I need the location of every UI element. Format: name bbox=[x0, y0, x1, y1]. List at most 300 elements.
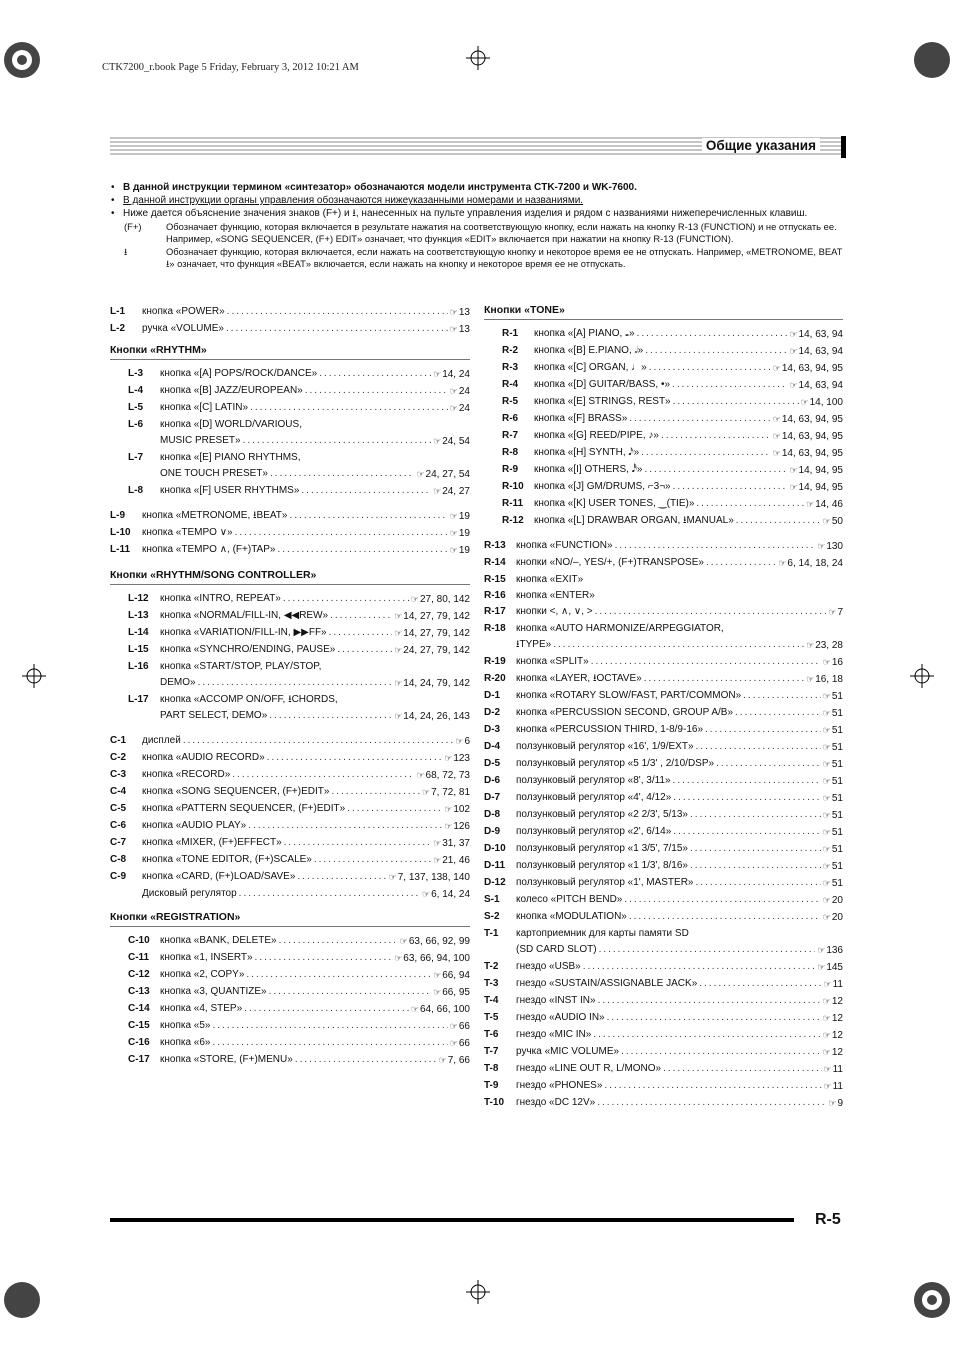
entry-page-ref: ☞ 24, 54 bbox=[433, 433, 470, 450]
leader-dots bbox=[595, 604, 827, 621]
leader-dots bbox=[644, 671, 804, 688]
index-entry bbox=[484, 1095, 843, 1112]
entry-code: R-16 bbox=[484, 590, 506, 601]
registration-mark-bottom-right bbox=[912, 1280, 952, 1320]
index-entry bbox=[110, 483, 470, 500]
entry-code: C-10 bbox=[128, 935, 150, 946]
leader-dots bbox=[661, 428, 771, 445]
entry-label: ползунковый регулятор «16', 1/9/EXT» bbox=[516, 741, 694, 752]
print-slug: CTK7200_r.book Page 5 Friday, February 3, 2012 10:21 AM bbox=[102, 62, 359, 73]
entry-page-ref: ☞ 14, 24, 26, 143 bbox=[394, 708, 470, 725]
entry-page-ref: ☞ 12 bbox=[823, 993, 843, 1010]
entry-label: кнопка «TEMPO ∨» bbox=[142, 527, 233, 538]
entry-page-ref: ☞ 145 bbox=[817, 959, 843, 976]
index-entry bbox=[484, 411, 843, 428]
section-heading-registration: Кнопки «REGISTRATION» bbox=[110, 911, 470, 927]
index-entry bbox=[484, 926, 843, 959]
entry-page-ref: ☞ 63, 66, 92, 99 bbox=[400, 933, 470, 950]
index-entry bbox=[484, 538, 843, 555]
leader-dots bbox=[330, 608, 392, 625]
entry-label: ползунковый регулятор «1 3/5', 7/15» bbox=[516, 843, 688, 854]
entry-page-ref: ☞ 19 bbox=[450, 542, 470, 559]
leader-dots bbox=[735, 705, 821, 722]
index-entry bbox=[484, 343, 843, 360]
leader-dots bbox=[663, 1061, 821, 1078]
entry-code: L-9 bbox=[110, 510, 125, 521]
left-column bbox=[110, 304, 470, 1069]
entry-page-ref: ☞ 14, 63, 94, 95 bbox=[773, 411, 843, 428]
entry-label: кнопка «4, STEP» bbox=[160, 1003, 243, 1014]
index-entry bbox=[484, 1044, 843, 1061]
entry-label: гнездо «DC 12V» bbox=[516, 1097, 596, 1108]
entry-page-ref: ☞ 51 bbox=[823, 773, 843, 790]
entry-code: T-1 bbox=[484, 928, 499, 939]
entry-code: L-3 bbox=[128, 368, 143, 379]
entry-page-ref: ☞ 11 bbox=[824, 1078, 843, 1095]
entry-page-ref: ☞ 24 bbox=[450, 400, 470, 417]
entry-page-ref: ☞ 11 bbox=[824, 976, 843, 993]
entry-page-ref: ☞ 20 bbox=[823, 909, 843, 926]
entry-page-ref: ☞ 51 bbox=[823, 705, 843, 722]
entry-label: кнопка «TEMPO ∧, (F+)TAP» bbox=[142, 544, 276, 555]
entry-label: кнопка «[E] STRINGS, REST» bbox=[534, 396, 671, 407]
index-entry bbox=[110, 767, 470, 784]
index-entry bbox=[110, 852, 470, 869]
entry-label: кнопка «AUDIO RECORD» bbox=[142, 752, 265, 763]
index-entry bbox=[110, 591, 470, 608]
entry-label: кнопка «3, QUANTIZE» bbox=[160, 986, 267, 997]
leader-dots bbox=[267, 750, 443, 767]
leader-dots bbox=[672, 377, 787, 394]
entry-code: R-5 bbox=[502, 396, 519, 407]
entry-page-ref: ☞ 14, 24 bbox=[433, 366, 470, 383]
leader-dots bbox=[649, 360, 771, 377]
entry-code: T-3 bbox=[484, 978, 499, 989]
entry-label-cont: ⭳TYPE» bbox=[516, 639, 552, 650]
leader-dots bbox=[198, 675, 393, 692]
entry-code: C-12 bbox=[128, 969, 150, 980]
registration-mark-top-right bbox=[912, 40, 952, 80]
entry-code: D-8 bbox=[484, 809, 501, 820]
entry-page-ref: ☞ 6, 14, 18, 24 bbox=[778, 555, 843, 572]
leader-dots bbox=[696, 496, 804, 513]
entry-code: S-1 bbox=[484, 894, 500, 905]
entry-label: ползунковый регулятор «2 2/3', 5/13» bbox=[516, 809, 688, 820]
index-entry bbox=[484, 875, 843, 892]
entry-label: кнопка «[J] GM/DRUMS, ⌐3¬» bbox=[534, 481, 671, 492]
leader-dots bbox=[637, 326, 788, 343]
entry-code: D-2 bbox=[484, 707, 501, 718]
entry-code: D-9 bbox=[484, 826, 501, 837]
entry-page-ref: ☞ 9 bbox=[828, 1095, 843, 1112]
entry-page-ref: ☞ 12 bbox=[823, 1027, 843, 1044]
index-entry bbox=[110, 801, 470, 818]
entry-page-ref: ☞ 66 bbox=[450, 1018, 470, 1035]
entry-label: гнездо «AUDIO IN» bbox=[516, 1012, 605, 1023]
entry-code: L-14 bbox=[128, 627, 149, 638]
leader-dots bbox=[347, 801, 442, 818]
entry-label: ручка «VOLUME» bbox=[142, 323, 224, 334]
index-entry bbox=[110, 869, 470, 886]
entry-code: L-10 bbox=[110, 527, 131, 538]
leader-dots bbox=[597, 1095, 826, 1112]
entry-code: C-16 bbox=[128, 1037, 150, 1048]
entry-code: L-1 bbox=[110, 306, 125, 317]
entry-code: T-6 bbox=[484, 1029, 499, 1040]
index-entry bbox=[484, 360, 843, 377]
leader-dots bbox=[319, 366, 431, 383]
entry-page-ref: ☞ 14, 63, 94 bbox=[789, 377, 843, 394]
leader-dots bbox=[284, 835, 431, 852]
entry-label: гнездо «MIC IN» bbox=[516, 1029, 592, 1040]
entry-label: кнопка «[C] LATIN» bbox=[160, 402, 249, 413]
entry-code: C-11 bbox=[128, 952, 150, 963]
index-entry bbox=[484, 993, 843, 1010]
leader-dots bbox=[615, 538, 816, 555]
entry-code: D-1 bbox=[484, 690, 501, 701]
leader-dots bbox=[213, 1018, 448, 1035]
entry-code: R-20 bbox=[484, 673, 506, 684]
entry-label: кнопка «[B] E.PIANO, 𝅗𝅥» bbox=[534, 345, 644, 356]
index-entry bbox=[110, 835, 470, 852]
leader-dots bbox=[699, 976, 821, 993]
entry-code: R-10 bbox=[502, 481, 524, 492]
index-entry bbox=[110, 1052, 470, 1069]
index-entry bbox=[484, 496, 843, 513]
entry-code: R-14 bbox=[484, 557, 506, 568]
index-entry bbox=[484, 756, 843, 773]
entry-code: R-13 bbox=[484, 540, 506, 551]
leader-dots bbox=[246, 967, 431, 984]
entry-page-ref: ☞ 66 bbox=[450, 1035, 470, 1052]
index-entry bbox=[484, 428, 843, 445]
leader-dots bbox=[690, 858, 821, 875]
index-entry bbox=[484, 909, 843, 926]
leader-dots bbox=[239, 886, 420, 903]
entry-code: T-10 bbox=[484, 1097, 505, 1108]
entry-code: L-4 bbox=[128, 385, 143, 396]
index-entry bbox=[484, 739, 843, 756]
entry-label: кнопка «CARD, (F+)LOAD/SAVE» bbox=[142, 871, 296, 882]
entry-page-ref: ☞ 123 bbox=[444, 750, 470, 767]
leader-dots bbox=[329, 625, 393, 642]
leader-dots bbox=[553, 637, 804, 654]
entry-label: кнопка «STORE, (F+)MENU» bbox=[160, 1054, 293, 1065]
leader-dots bbox=[593, 1027, 821, 1044]
section-heading-controller: Кнопки «RHYTHM/SONG CONTROLLER» bbox=[110, 569, 470, 585]
leader-dots bbox=[269, 708, 392, 725]
index-entry bbox=[110, 608, 470, 625]
entry-label: кнопка «[D] GUITAR/BASS, •» bbox=[534, 379, 671, 390]
entry-label: кнопка «[E] PIANO RHYTHMS, bbox=[160, 452, 301, 463]
index-entry bbox=[110, 733, 470, 750]
entry-label-cont: (SD CARD SLOT) bbox=[516, 944, 597, 955]
entry-page-ref: ☞ 19 bbox=[450, 508, 470, 525]
leader-dots bbox=[624, 892, 820, 909]
entry-label: кнопка «[A] PIANO, 𝅝» bbox=[534, 328, 635, 339]
entry-label-cont: DEMO» bbox=[160, 677, 196, 688]
entry-code: C-9 bbox=[110, 871, 127, 882]
entry-page-ref: ☞ 12 bbox=[823, 1044, 843, 1061]
entry-label-cont: MUSIC PRESET» bbox=[160, 435, 241, 446]
entry-label: кнопки «NO/–, YES/+, (F+)TRANSPOSE» bbox=[516, 557, 704, 568]
index-entry bbox=[484, 1010, 843, 1027]
leader-dots bbox=[621, 1044, 821, 1061]
leader-dots bbox=[583, 959, 815, 976]
leader-dots bbox=[673, 773, 821, 790]
index-entry bbox=[484, 773, 843, 790]
entry-page-ref: ☞ 51 bbox=[823, 739, 843, 756]
entry-label-cont: PART SELECT, DEMO» bbox=[160, 710, 268, 721]
index-entry bbox=[110, 625, 470, 642]
entry-label: гнездо «SUSTAIN/ASSIGNABLE JACK» bbox=[516, 978, 698, 989]
index-entry bbox=[110, 304, 470, 321]
entry-code: L-17 bbox=[128, 694, 149, 705]
entry-page-ref: ☞ 130 bbox=[817, 538, 843, 555]
entry-page-ref: ☞ 14, 63, 94, 95 bbox=[773, 360, 843, 377]
entry-code: R-2 bbox=[502, 345, 519, 356]
entry-page-ref: ☞ 21, 46 bbox=[433, 852, 470, 869]
entry-page-ref: ☞ 20 bbox=[823, 892, 843, 909]
entry-code: D-4 bbox=[484, 741, 501, 752]
index-entry bbox=[110, 642, 470, 659]
entry-code: L-12 bbox=[128, 593, 149, 604]
entry-label: кнопка «FUNCTION» bbox=[516, 540, 613, 551]
entry-page-ref: ☞ 24 bbox=[450, 383, 470, 400]
entry-code: R-6 bbox=[502, 413, 519, 424]
index-entry bbox=[110, 784, 470, 801]
entry-page-ref: ☞ 7 bbox=[828, 604, 843, 621]
entry-label: ползунковый регулятор «2', 6/14» bbox=[516, 826, 672, 837]
leader-dots bbox=[607, 1010, 821, 1027]
entry-page-ref: ☞ 13 bbox=[450, 304, 470, 321]
footer-rule bbox=[110, 1218, 794, 1222]
entry-label: кнопка «MIXER, (F+)EFFECT» bbox=[142, 837, 282, 848]
entry-label: кнопка «[I] OTHERS, 𝅘𝅥𝅰» bbox=[534, 464, 643, 475]
entry-page-ref: ☞ 68, 72, 73 bbox=[416, 767, 470, 784]
index-entry bbox=[484, 722, 843, 739]
entry-code: C-8 bbox=[110, 854, 127, 865]
index-entry bbox=[484, 377, 843, 394]
leader-dots bbox=[706, 555, 776, 572]
entry-code: R-17 bbox=[484, 606, 506, 617]
entry-page-ref: ☞ 14, 27, 79, 142 bbox=[394, 625, 470, 642]
index-entry bbox=[484, 513, 843, 530]
entry-page-ref: ☞ 66, 95 bbox=[433, 984, 470, 1001]
leader-dots bbox=[331, 784, 420, 801]
entry-page-ref: ☞ 24, 27, 54 bbox=[416, 466, 470, 483]
index-entry bbox=[484, 445, 843, 462]
entry-code: C-2 bbox=[110, 752, 127, 763]
index-entry bbox=[484, 621, 843, 654]
index-entry bbox=[484, 572, 843, 588]
entry-page-ref: ☞ 16 bbox=[823, 654, 843, 671]
definition-function: (F+) Обозначает функцию, которая включается в результате нажатия на соответствующую кнопку, если нажать на кнопку R-13 (FUNCTION) и не отпускать ее. Например, «SONG SEQUENCER, (F+) EDIT» означает, что функция «EDIT» включается при нажатии на кнопку R-13 (FUNCTION). bbox=[110, 221, 845, 245]
leader-dots bbox=[690, 807, 821, 824]
entry-page-ref: ☞ 136 bbox=[817, 942, 843, 959]
leader-dots bbox=[736, 513, 821, 530]
leader-dots bbox=[716, 756, 821, 773]
entry-code: R-7 bbox=[502, 430, 519, 441]
leader-dots bbox=[244, 1001, 409, 1018]
entry-label: кнопка «LAYER, ⭳OCTAVE» bbox=[516, 673, 642, 684]
index-entry bbox=[110, 984, 470, 1001]
entry-page-ref: ☞ 31, 37 bbox=[433, 835, 470, 852]
entry-code: T-2 bbox=[484, 961, 499, 972]
entry-page-ref: ☞ 6, 14, 24 bbox=[422, 886, 470, 903]
entry-code: C-6 bbox=[110, 820, 127, 831]
leader-dots bbox=[673, 479, 788, 496]
function-symbol: (F+) bbox=[124, 221, 142, 232]
index-entry bbox=[110, 1001, 470, 1018]
leader-dots bbox=[337, 642, 392, 659]
leader-dots bbox=[270, 466, 414, 483]
index-entry bbox=[484, 790, 843, 807]
entry-label: кнопка «NORMAL/FILL-IN, ◀◀REW» bbox=[160, 610, 329, 621]
entry-page-ref: ☞ 12 bbox=[823, 1010, 843, 1027]
entry-label: ползунковый регулятор «8', 3/11» bbox=[516, 775, 671, 786]
hold-icon: ⭳ bbox=[124, 246, 128, 257]
leader-dots bbox=[690, 841, 821, 858]
entry-label: кнопка «[G] REED/PIPE, ♪» bbox=[534, 430, 659, 441]
entry-page-ref: ☞ 14, 27, 79, 142 bbox=[394, 608, 470, 625]
index-entry bbox=[110, 383, 470, 400]
entry-code: L-2 bbox=[110, 323, 125, 334]
entry-page-ref: ☞ 51 bbox=[823, 824, 843, 841]
entry-label: ползунковый регулятор «5 1/3' , 2/10/DSP» bbox=[516, 758, 715, 769]
right-column bbox=[484, 304, 843, 1112]
leader-dots bbox=[283, 591, 409, 608]
index-entry bbox=[110, 1035, 470, 1052]
leader-dots bbox=[269, 984, 432, 1001]
entry-label: кнопка «PERCUSSION THIRD, 1-8/9-16» bbox=[516, 724, 704, 735]
intro-bullet: • В данной инструкции термином «синтезатор» обозначаются модели инструмента CTK-7200 и WK-7600. bbox=[110, 181, 845, 194]
entry-label: кнопка «MODULATION» bbox=[516, 911, 627, 922]
intro-bullet: • Ниже дается объяснение значения знаков (F+) и ⭳, нанесенных на пульте управления изделия и рядом с названиями нижеперечисленных клавиш. bbox=[110, 207, 845, 220]
crosshair-mark-left bbox=[22, 664, 46, 688]
entry-label: гнездо «INST IN» bbox=[516, 995, 596, 1006]
entry-page-ref: ☞ 14, 63, 94 bbox=[789, 326, 843, 343]
entry-label: кнопка «[K] USER TONES, ‿(TIE)» bbox=[534, 498, 695, 509]
index-entry bbox=[110, 508, 470, 525]
entry-page-ref: ☞ 14, 63, 94 bbox=[789, 343, 843, 360]
entry-page-ref: ☞ 50 bbox=[823, 513, 843, 530]
index-entry bbox=[110, 750, 470, 767]
entry-page-ref: ☞ 14, 94, 95 bbox=[789, 462, 843, 479]
index-entry bbox=[484, 588, 843, 604]
leader-dots bbox=[591, 654, 821, 671]
entry-page-ref: ☞ 51 bbox=[823, 756, 843, 773]
entry-label: гнездо «USB» bbox=[516, 961, 581, 972]
index-entry bbox=[484, 841, 843, 858]
entry-code: R-11 bbox=[502, 498, 524, 509]
leader-dots bbox=[604, 1078, 821, 1095]
entry-code: L-8 bbox=[128, 485, 143, 496]
index-entry bbox=[484, 394, 843, 411]
leader-dots bbox=[301, 483, 431, 500]
entry-label: кнопка «[F] BRASS» bbox=[534, 413, 628, 424]
crosshair-mark-bottom bbox=[466, 1280, 490, 1304]
entry-code: T-5 bbox=[484, 1012, 499, 1023]
index-entry bbox=[110, 366, 470, 383]
entry-page-ref: ☞ 102 bbox=[444, 801, 470, 818]
leader-dots bbox=[629, 909, 821, 926]
leader-dots bbox=[295, 1052, 437, 1069]
entry-page-ref: ☞ 7, 72, 81 bbox=[422, 784, 470, 801]
leader-dots bbox=[226, 321, 448, 338]
entry-page-ref: ☞ 14, 24, 79, 142 bbox=[394, 675, 470, 692]
section-heading-rhythm: Кнопки «RHYTHM» bbox=[110, 344, 470, 360]
definition-hold: ⭳ Обозначает функцию, которая включается, если нажать на соответствующую кнопку и некоторое время ее не отпускать. Например, «METRONOME, BEAT ⭳» означает, что функция «BEAT» включается, если нажать на кнопку и некоторое время ее не отпускать. bbox=[110, 246, 845, 270]
index-entry bbox=[110, 525, 470, 542]
index-entry bbox=[484, 858, 843, 875]
leader-dots bbox=[297, 869, 386, 886]
index-entry bbox=[484, 688, 843, 705]
entry-page-ref: ☞ 66, 94 bbox=[433, 967, 470, 984]
entry-page-ref: ☞ 19 bbox=[450, 525, 470, 542]
entry-code: C-5 bbox=[110, 803, 127, 814]
leader-dots bbox=[250, 400, 448, 417]
entry-label: кнопка «RECORD» bbox=[142, 769, 231, 780]
index-entry bbox=[110, 321, 470, 338]
entry-label: ползунковый регулятор «4', 4/12» bbox=[516, 792, 672, 803]
entry-label: кнопка «ROTARY SLOW/FAST, PART/COMMON» bbox=[516, 690, 742, 701]
entry-code: R-15 bbox=[484, 574, 506, 585]
entry-code: D-7 bbox=[484, 792, 501, 803]
leader-dots bbox=[248, 818, 442, 835]
index-entry bbox=[484, 1078, 843, 1095]
entry-label: кнопка «[L] DRAWBAR ORGAN, ⭳MANUAL» bbox=[534, 515, 734, 526]
entry-code: D-10 bbox=[484, 843, 506, 854]
entry-label: кнопка «VARIATION/FILL-IN, ▶▶FF» bbox=[160, 627, 327, 638]
entry-code: T-9 bbox=[484, 1080, 499, 1091]
crosshair-mark-top bbox=[466, 46, 490, 70]
entry-code: R-19 bbox=[484, 656, 506, 667]
entry-label: кнопка «SPLIT» bbox=[516, 656, 589, 667]
entry-label: гнездо «PHONES» bbox=[516, 1080, 603, 1091]
entry-code: L-15 bbox=[128, 644, 149, 655]
entry-label: кнопка «2, COPY» bbox=[160, 969, 245, 980]
entry-label: кнопка «POWER» bbox=[142, 306, 225, 317]
index-entry bbox=[110, 450, 470, 483]
entry-page-ref: ☞ 14, 63, 94, 95 bbox=[773, 445, 843, 462]
entry-code: C-1 bbox=[110, 735, 127, 746]
index-entry bbox=[110, 967, 470, 984]
leader-dots bbox=[235, 525, 448, 542]
entry-code: R-3 bbox=[502, 362, 519, 373]
entry-label: кнопка «[D] WORLD/VARIOUS, bbox=[160, 419, 302, 430]
leader-dots bbox=[696, 739, 821, 756]
entry-page-ref: ☞ 16, 18 bbox=[806, 671, 843, 688]
entry-label: кнопка «[C] ORGAN, ♩» bbox=[534, 362, 647, 373]
entry-code: D-3 bbox=[484, 724, 501, 735]
index-entry bbox=[484, 807, 843, 824]
leader-dots bbox=[277, 542, 447, 559]
entry-label: кнопка «6» bbox=[160, 1037, 211, 1048]
entry-page-ref: ☞ 51 bbox=[823, 722, 843, 739]
index-entry bbox=[110, 886, 470, 903]
entry-label: кнопка «5» bbox=[160, 1020, 211, 1031]
index-entry bbox=[110, 400, 470, 417]
entry-code: R-4 bbox=[502, 379, 519, 390]
index-entry bbox=[484, 1061, 843, 1078]
index-entry bbox=[484, 604, 843, 621]
index-entry bbox=[110, 950, 470, 967]
page-number: R-5 bbox=[815, 1211, 841, 1228]
entry-code: R-8 bbox=[502, 447, 519, 458]
index-entry bbox=[484, 892, 843, 909]
entry-label: кнопка «PATTERN SEQUENCER, (F+)EDIT» bbox=[142, 803, 346, 814]
